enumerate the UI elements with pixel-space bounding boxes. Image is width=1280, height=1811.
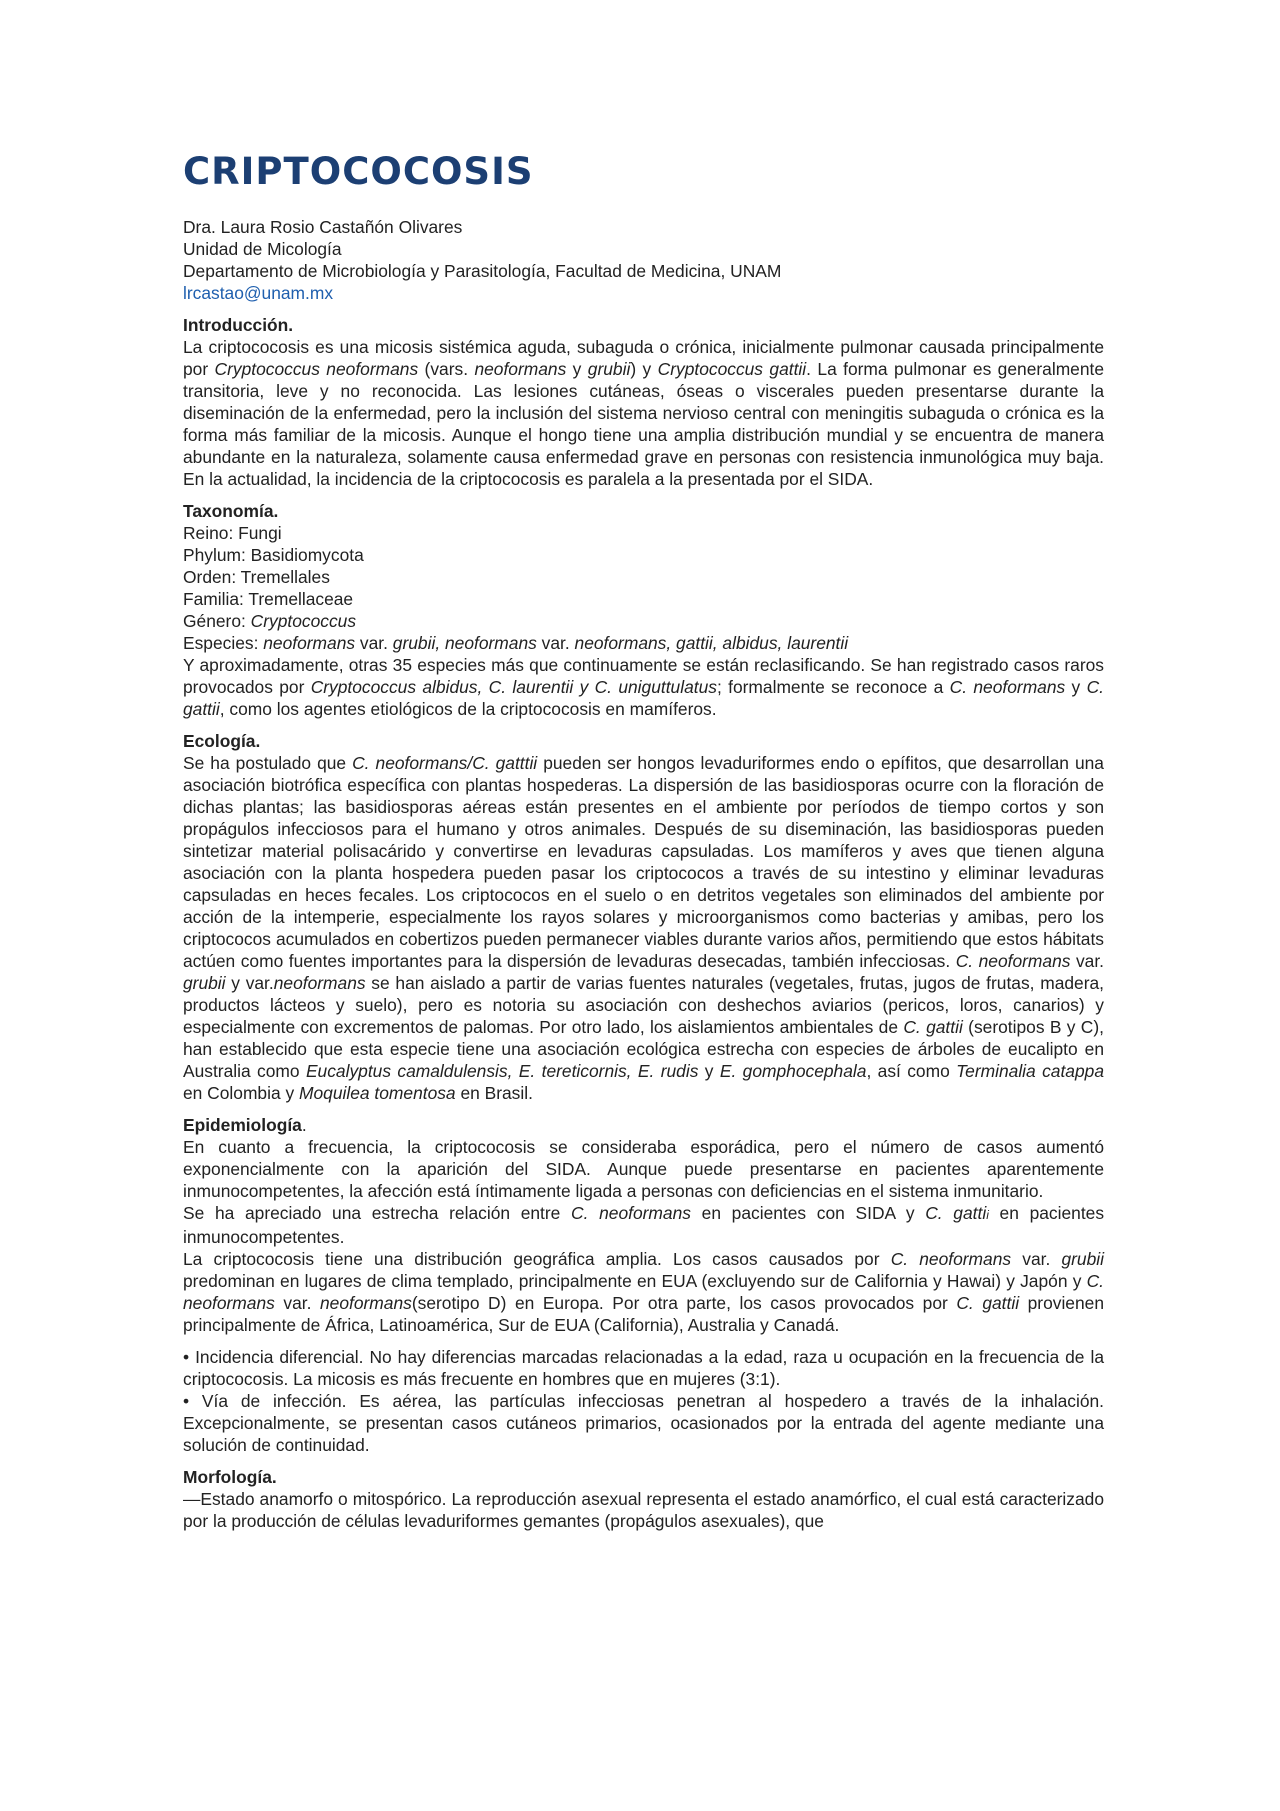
section-taxonomia [183,500,1104,720]
section-epidemiologia [183,1114,1104,1456]
paragraph: Se ha apreciado una estrecha relación entre C. neoformans en pacientes con SIDA y C. gattii en pacientes inmunocompetentes. [183,1203,1105,1247]
taxonomy-familia: Familia: Tremellaceae [183,589,354,609]
paragraph: La criptococosis es una micosis sistémica aguda, subaguda o crónica, inicialmente pulmonar causada principalmente por Cryptococcus neoformans (vars. neoformans y grubii) y Cryptococcus gattii. La forma pulmonar es generalmente transitoria, leve y no reconocida. Las lesiones cutáneas, óseas o viscerales pueden presentarse durante la diseminación de la enfermedad, pero la inclusión del sistema nervioso central con meningitis subaguda o crónica es la forma más familiar de la micosis. Aunque el hongo tiene una amplia distribución mundial y se encuentra de manera abundante en la naturaleza, solamente causa enfermedad grave en personas con resistencia inmunológica muy baja. En la actualidad, la incidencia de la criptococosis es paralela a la presentada por el SIDA. [183,337,1105,489]
taxonomy-especies: Especies: neoformans var. grubii, neoformans var. neoformans, gattii, albidus, laurentii [183,633,849,653]
author-block [183,216,1104,304]
section-introduccion [183,314,1104,490]
document-page [183,150,1104,1532]
document-title: CRIPTOCOCOSIS [183,150,534,193]
section-heading: Taxonomía. [183,501,279,521]
author-email-link[interactable]: lrcastao@unam.mx [183,283,334,303]
taxonomy-genero: Género: Cryptococcus [183,611,357,631]
paragraph: —Estado anamorfo o mitospórico. La reproducción asexual representa el estado anamórfico, el cual está caracterizado por la producción de células levaduriformes gemantes (propágulos asexuales), que [183,1489,1104,1531]
section-heading: Ecología. [183,731,261,751]
section-ecologia [183,730,1104,1104]
paragraph: Se ha postulado que C. neoformans/C. gatttii pueden ser hongos levaduriformes endo o epífitos, que desarrollan una asociación biotrófica específica con plantas hospederas. La dispersión de las basidiosporas ocurre con la floración de dichas plantas; las basidiosporas aéreas están presentes en el ambiente por períodos de tiempo cortos y son propágulos infecciosos para el humano y otros animales. Después de su diseminación, las basidiosporas pueden sintetizar material polisacárido y convertirse en levaduras capsuladas. Los mamíferos y aves que tienen alguna asociación con la planta hospedera pueden pasar los criptococos a través de su intestino y eliminar levaduras capsuladas en heces fecales. Los criptococos en el suelo o en detritos vegetales son eliminados del ambiente por acción de la intemperie, especialmente los rayos solares y microorganismos como bacterias y amibas, pero los criptococos acumulados en cobertizos pueden permanecer viables durante varios años, permitiendo que estos hábitats actúen como fuentes importantes para la dispersión de levaduras desecadas, también infecciosas. C. neoformans var. grubii y var.neoformans se han aislado a partir de varias fuentes naturales (vegetales, frutas, jugos de frutas, madera, productos lácteos y suelo), pero es notoria su asociación con deshechos aviarios (pericos, loros, canarios) y especialmente con excrementos de palomas. Por otro lado, los aislamientos ambientales de C. gattii (serotipos B y C), han establecido que esta especie tiene una asociación ecológica estrecha con especies de árboles de eucalipto en Australia como Eucalyptus camaldulensis, E. tereticornis, E. rudis y E. gomphocephala, así como Terminalia catappa en Colombia y Moquilea tomentosa en Brasil. [183,753,1105,1103]
paragraph: Y aproximadamente, otras 35 especies más que continuamente se están reclasificando. Se han registrado casos raros provocados por Cryptococcus albidus, C. laurentii y C. uniguttulatus; formalmente se reconoce a C. neoformans y C. gattii, como los agentes etiológicos de la criptococosis en mamíferos. [183,655,1104,719]
bullet-item: • Incidencia diferencial. No hay diferencias marcadas relacionadas a la edad, raza u ocupación en la frecuencia de la criptococosis. La micosis es más frecuente en hombres que en mujeres (3:1). [183,1347,1104,1389]
taxonomy-reino: Reino: Fungi [183,523,282,543]
bullet-item: • Vía de infección. Es aérea, las partículas infecciosas penetran al hospedero a través de la inhalación. Excepcionalmente, se presentan casos cutáneos primarios, ocasionados por la entrada del agente mediante una solución de continuidad. [183,1391,1104,1455]
paragraph: En cuanto a frecuencia, la criptococosis se consideraba esporádica, pero el número de casos aumentó exponencialmente con la aparición del SIDA. Aunque puede presentarse en pacientes aparentemente inmunocompetentes, la afección está íntimamente ligada a personas con deficiencias en el sistema inmunitario. [183,1137,1104,1201]
taxonomy-phylum: Phylum: Basidiomycota [183,545,364,565]
author-department: Departamento de Microbiología y Parasitología, Facultad de Medicina, UNAM [183,261,782,281]
section-heading: Morfología. [183,1467,277,1487]
taxonomy-orden: Orden: Tremellales [183,567,330,587]
section-heading: Introducción. [183,315,294,335]
author-name: Dra. Laura Rosio Castañón Olivares [183,217,463,237]
author-unit: Unidad de Micología [183,239,342,259]
paragraph: La criptococosis tiene una distribución geográfica amplia. Los casos causados por C. neoformans var. grubii predominan en lugares de clima templado, principalmente en EUA (excluyendo sur de California y Hawai) y Japón y C. neoformans var. neoformans(serotipo D) en Europa. Por otra parte, los casos provocados por C. gattii provienen principalmente de África, Latinoamérica, Sur de EUA (California), Australia y Canadá. [183,1249,1104,1335]
section-heading: Epidemiología. [183,1115,307,1135]
section-morfologia [183,1466,1104,1532]
